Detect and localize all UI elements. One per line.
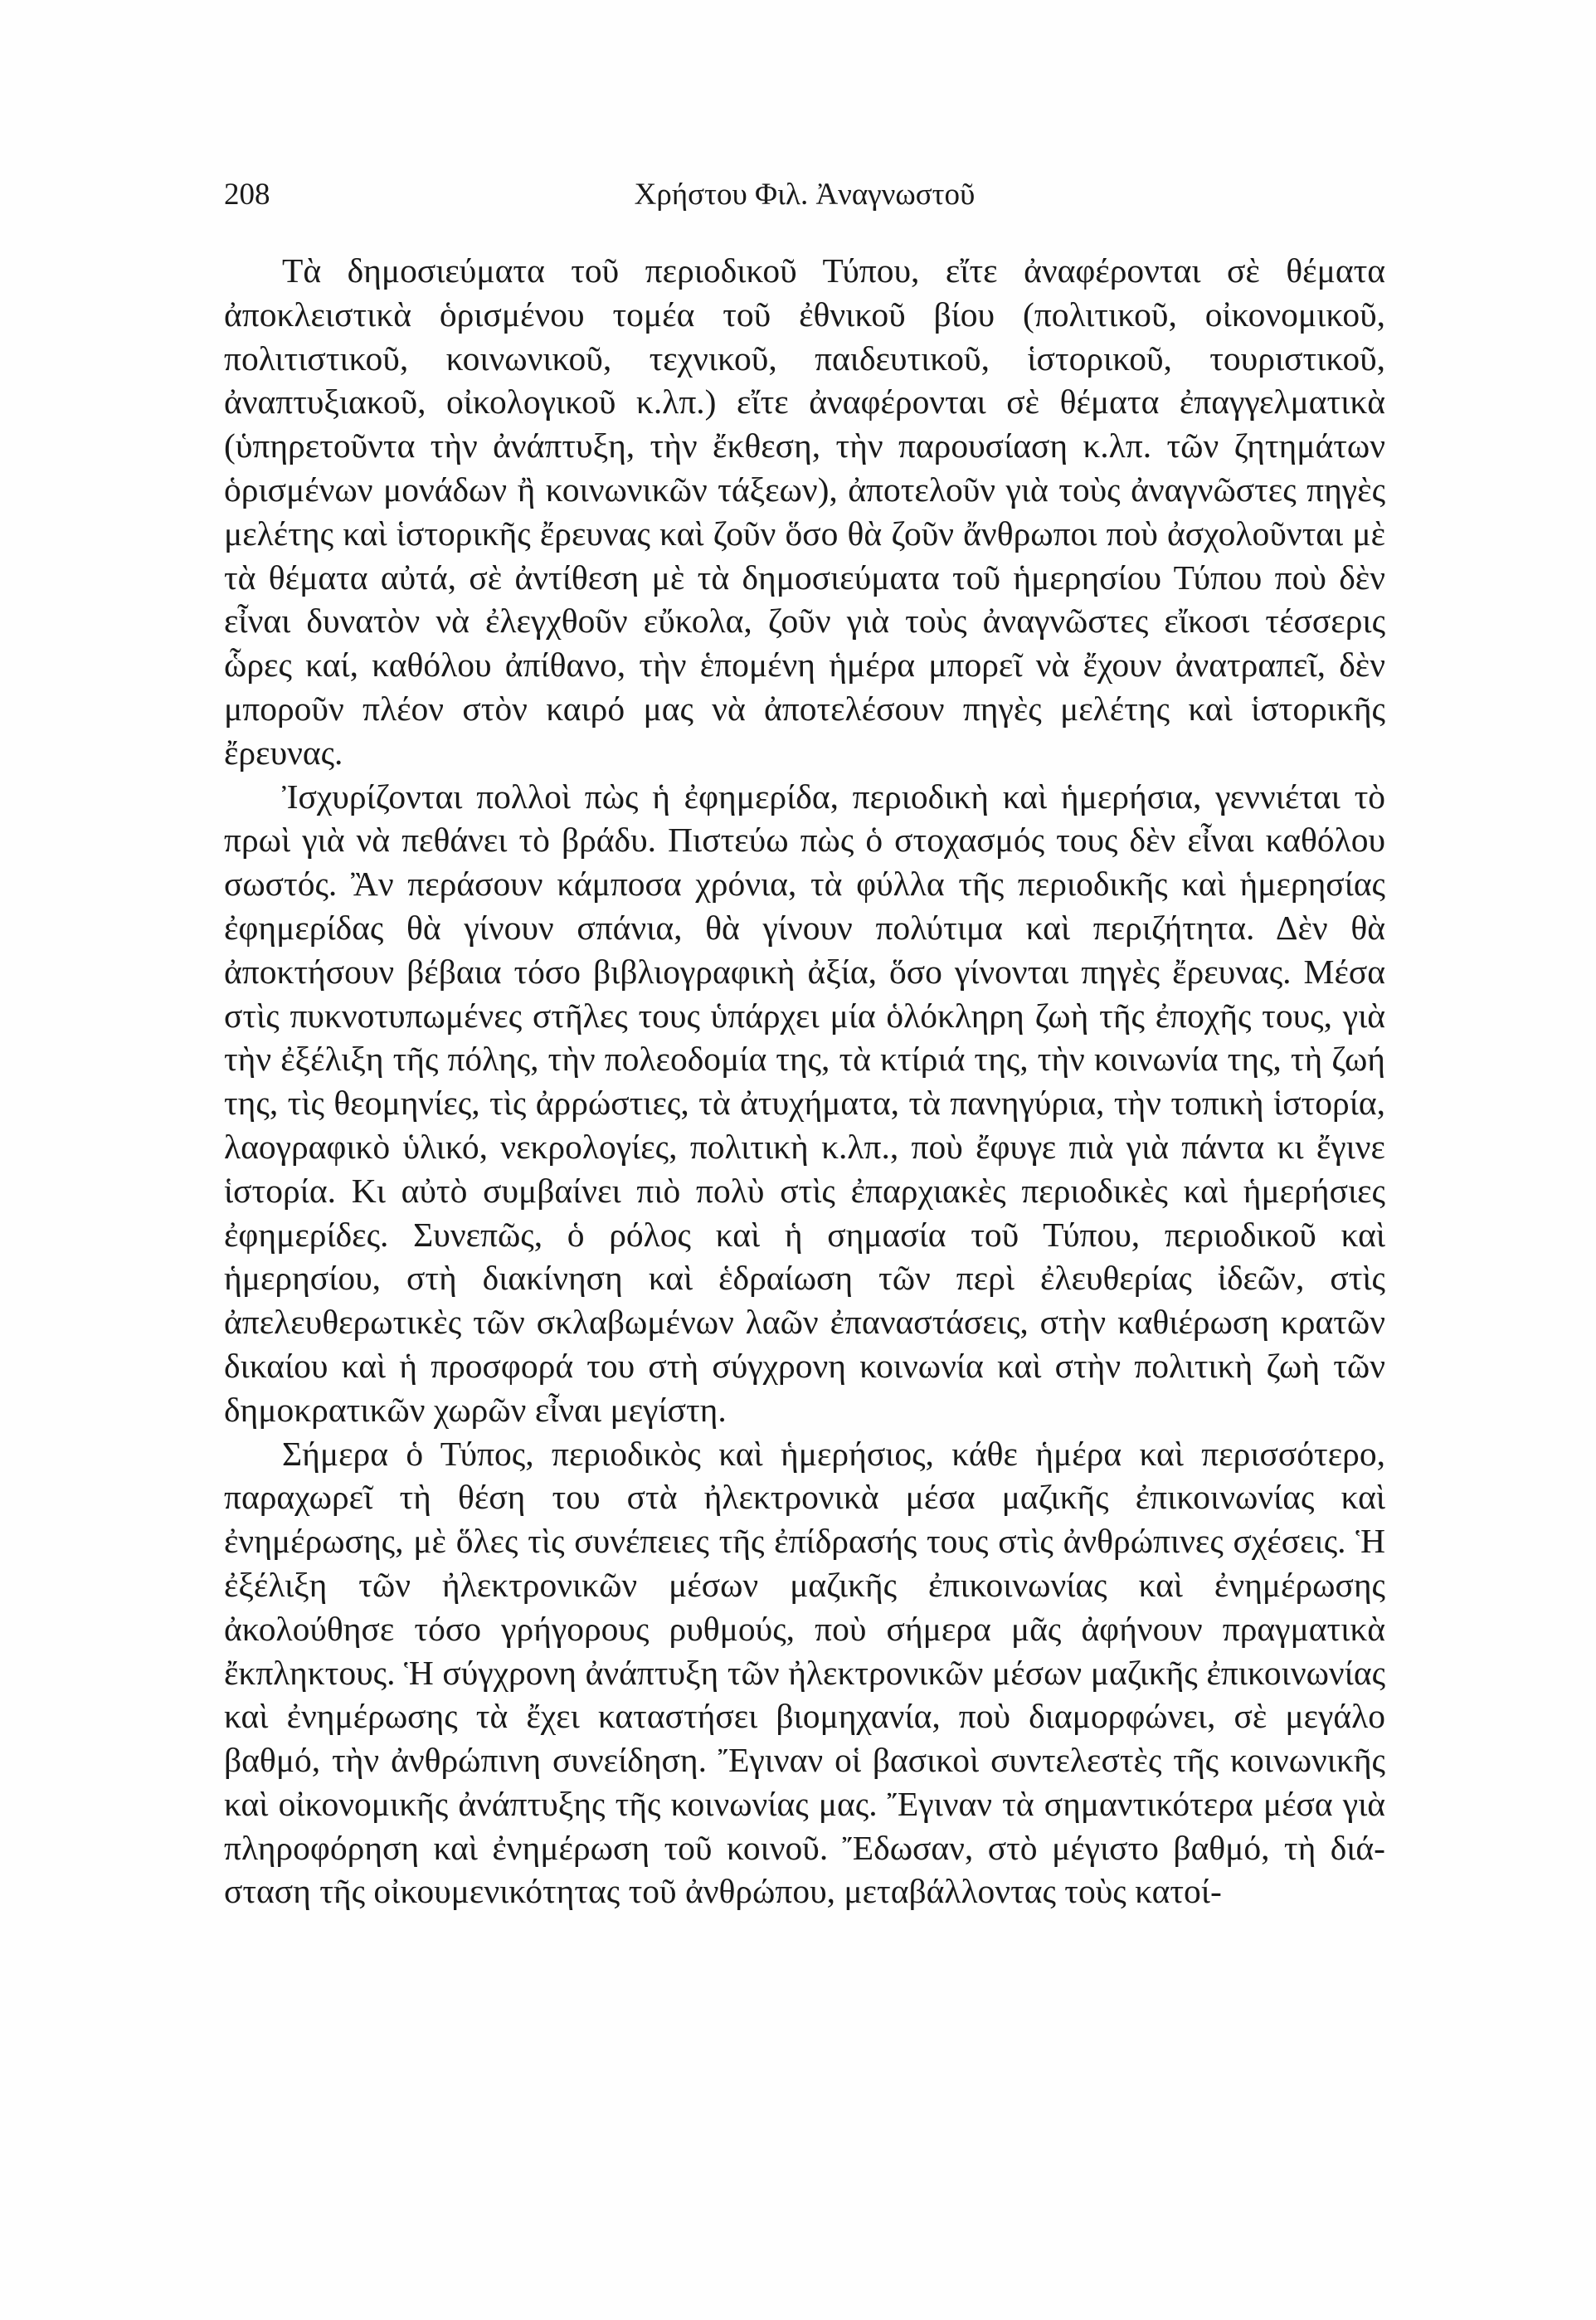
paragraph-1: Τὰ δημοσιεύματα τοῦ περιοδικοῦ Τύπου, εἴτε ἀναφέρονται σὲ θέματα ἀποκλειστικὰ ὁρισμένου τομέα τοῦ ἐθνικοῦ βίου (πολιτικοῦ, οἰκονομικοῦ, πολιτιστικοῦ, κοινωνικοῦ, τεχνικοῦ, παιδευτικοῦ, ἱστορικοῦ, τουριστικοῦ, ἀναπτυξιακοῦ, οἰκολογικοῦ κ.λπ.) εἴτε ἀναφέρονται σὲ θέματα ἐπαγγελματικὰ (ὑπηρετοῦντα τὴν ἀνάπτυξη, τὴν ἔκθεση, τὴν παρουσίαση κ.λπ. τῶν ζητημάτων ὁρισμένων μονάδων ἢ κοινωνικῶν τάξεων), ἀποτελοῦν γιὰ τοὺς ἀναγνῶστες πηγὲς μελέτης καὶ ἱστορικῆς ἔρευνας καὶ ζοῦν ὅσο θὰ ζοῦν ἄνθρωποι ποὺ ἀσχολοῦνται μὲ τὰ θέματα αὐτά, σὲ ἀντίθεση μὲ τὰ δημοσιεύματα τοῦ ἡμερησίου Τύπου ποὺ δὲν εἶναι δυνατὸν νὰ ἐλεγχθοῦν εὔκολα, ζοῦν γιὰ τοὺς ἀναγνῶστες εἴκοσι τέσσερις ὧρες καί, καθόλου ἀπίθανο, τὴν ἑπομένη ἡμέρα μπορεῖ νὰ ἔχουν ἀνατραπεῖ, δὲν μποροῦν πλέον στὸν καιρό μας νὰ ἀποτελέσουν πηγὲς μελέτης καὶ ἱστορικῆς ἔρευνας.: [224, 251, 1385, 772]
paragraph-2: Ἰσχυρίζονται πολλοὶ πὼς ἡ ἐφημερίδα, περιοδικὴ καὶ ἡμερήσια, γεννιέται τὸ πρωὶ γιὰ νὰ πεθάνει τὸ βράδυ. Πιστεύω πὼς ὁ στοχασμός τους δὲν εἶναι καθόλου σωστός. Ἂν περάσουν κάμποσα χρόνια, τὰ φύλλα τῆς περιοδικῆς καὶ ἡμερησίας ἐφημερίδας θὰ γίνουν σπάνια, θὰ γίνουν πολύτιμα καὶ περιζήτητα. Δὲν θὰ ἀποκτήσουν βέβαια τόσο βιβλιογραφικὴ ἀξία, ὅσο γίνονται πηγὲς ἔρευνας. Μέσα στὶς πυκνοτυπωμένες στῆλες τους ὑπάρχει μία ὁλόκληρη ζωὴ τῆς ἐποχῆς τους, γιὰ τὴν ἐξέλιξη τῆς πόλης, τὴν πολεοδομία της, τὰ κτίριά της, τὴν κοινωνία της, τὴ ζωή της, τὶς θεομηνίες, τὶς ἀρρώστιες, τὰ ἀτυχήματα, τὰ πανηγύρια, τὴν τοπικὴ ἱστορία, λαογραφικὸ ὑλικό, νεκρολογίες, πολιτικὴ κ.λπ., ποὺ ἔφυγε πιὰ γιὰ πάντα κι ἔγινε ἱστορία. Κι αὐτὸ συμβαίνει πιὸ πολὺ στὶς ἐπαρχιακὲς περιοδικὲς καὶ ἡμερήσιες ἐφημερίδες. Συνεπῶς, ὁ ρόλος καὶ ἡ σημασία τοῦ Τύπου, περιοδικοῦ καὶ ἡμερησίου, στὴ διακίνηση καὶ ἑδραίωση τῶν περὶ ἐλευθερίας ἰδεῶν, στὶς ἀπελευθερωτικὲς τῶν σκλαβωμένων λαῶν ἐπαναστάσεις, στὴν καθιέρωση κρατῶν δικαίου καὶ ἡ προσφορά του στὴ σύγχρονη κοινωνία καὶ στὴν πολιτικὴ ζωὴ τῶν δημοκρατικῶν χωρῶν εἶναι μεγίστη.: [224, 777, 1385, 1429]
running-title: Χρήστου Φιλ. Ἀναγνωστοῦ: [634, 178, 976, 212]
paragraph-3: Σήμερα ὁ Τύπος, περιοδικὸς καὶ ἡμερήσιος, κάθε ἡμέρα καὶ περισσότερο, παραχωρεῖ τὴ θέση του στὰ ἠλεκτρονικὰ μέσα μαζικῆς ἐπικοινωνίας καὶ ἐνημέρωσης, μὲ ὅλες τὶς συνέπειες τῆς ἐπίδρασής τους στὶς ἀνθρώπινες σχέσεις. Ἡ ἐξέλιξη τῶν ἠλεκτρονικῶν μέσων μαζικῆς ἐπικοινωνίας καὶ ἐνημέρωσης ἀκολούθησε τόσο γρήγορους ρυθμούς, ποὺ σήμερα μᾶς ἀφήνουν πραγματικὰ ἔκπληκτους. Ἡ σύγχρονη ἀνάπτυξη τῶν ἠλεκτρονικῶν μέσων μαζικῆς ἐπικοινωνίας καὶ ἐνημέρωσης τὰ ἔχει καταστήσει βιομηχανία, ποὺ διαμορφώνει, σὲ μεγάλο βαθμό, τὴν ἀνθρώπινη συνείδηση. Ἔγιναν οἱ βασικοὶ συντελεστὲς τῆς κοινωνικῆς καὶ οἰκονομικῆς ἀνάπτυξης τῆς κοινωνίας μας. Ἔγιναν τὰ σημαντικότερα μέσα γιὰ πληροφόρηση καὶ ἐνημέρωση τοῦ κοινοῦ. Ἔδωσαν, στὸ μέγιστο βαθμό, τὴ διάσταση τῆς οἰκουμενικότητας τοῦ ἀνθρώπου, μεταβάλλοντας τοὺς κατοί-: [224, 1434, 1385, 1911]
body-text: [224, 249, 1385, 1913]
page-number: 208: [224, 178, 270, 212]
running-head: [224, 174, 1385, 216]
